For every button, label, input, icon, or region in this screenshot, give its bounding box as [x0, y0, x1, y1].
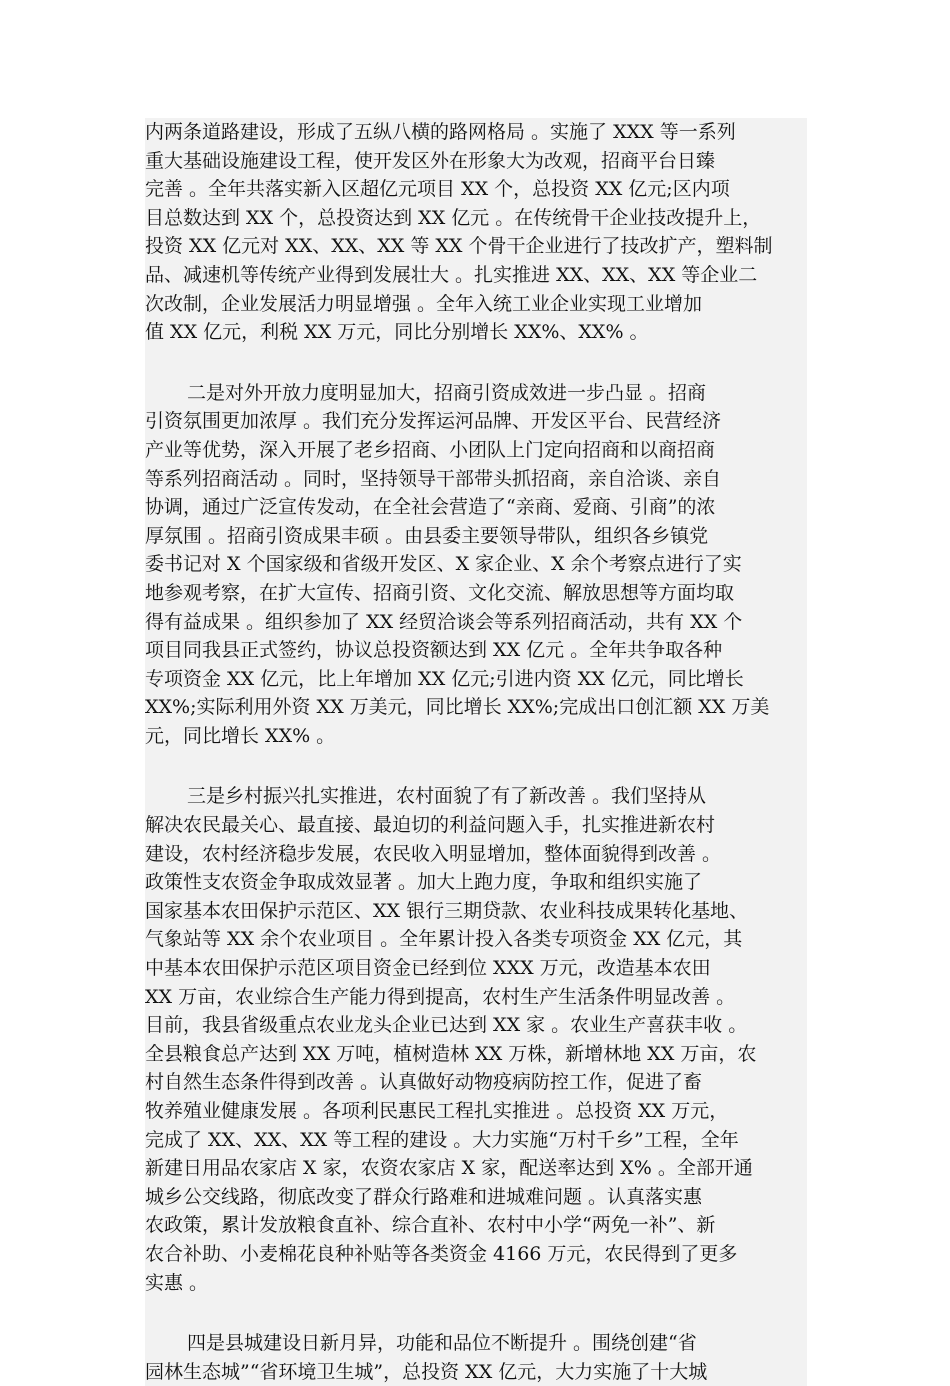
text-line: 元，同比增长 XX% 。 — [145, 724, 336, 747]
text-line: 解决农民最关心、最直接、最迫切的利益问题入手，扎实推进新农村 — [145, 814, 716, 837]
text-line: 新建日用品农家店 X 家，农资农家店 X 家，配送率达到 X% 。全部开通 — [145, 1157, 753, 1180]
text-line: 村自然生态条件得到改善 。认真做好动物疫病防控工作，促进了畜 — [145, 1071, 703, 1094]
text-line: 目前，我县省级重点农业龙头企业已达到 XX 家 。农业生产喜获丰收 。 — [145, 1014, 748, 1037]
text-line: 实惠 。 — [145, 1271, 209, 1294]
text-line: 四是县城建设日新月异，功能和品位不断提升 。围绕创建“省 — [187, 1332, 697, 1355]
paragraph-p1 — [145, 118, 807, 347]
text-line: 国家基本农田保护示范区、XX 银行三期贷款、农业科技成果转化基地、 — [145, 899, 749, 922]
text-line: 目总数达到 XX 个，总投资达到 XX 亿元 。在传统骨干企业技改提升上， — [145, 206, 762, 229]
text-line: 二是对外开放力度明显加大，招商引资成效进一步凸显 。招商 — [187, 381, 707, 404]
text-line: 重大基础设施建设工程，使开发区外在形象大为改观，招商平台日臻 — [145, 149, 716, 172]
text-line: 城乡公交线路，彻底改变了群众行路难和进城难问题 。认真落实惠 — [145, 1185, 703, 1208]
text-line: 政策性支农资金争取成效显著 。加大上跑力度，争取和组织实施了 — [145, 871, 703, 894]
text-line: 次改制，企业发展活力明显增强 。全年入统工业企业实现工业增加 — [145, 292, 703, 315]
text-line: 气象站等 XX 余个农业项目 。全年累计投入各类专项资金 XX 亿元，其 — [145, 928, 743, 951]
text-line: 投资 XX 亿元对 XX、XX、XX 等 XX 个骨干企业进行了技改扩产，塑料制 — [145, 235, 773, 258]
text-line: 等系列招商活动 。同时，坚持领导干部带头抓招商，亲自洽谈、亲自 — [145, 467, 722, 490]
text-line: 品、减速机等传统产业得到发展壮大 。扎实推进 XX、XX、XX 等企业二 — [145, 263, 758, 286]
paragraph-p3 — [145, 782, 807, 1297]
text-line: 引资氛围更加浓厚 。我们充分发挥运河品牌、开发区平台、民营经济 — [145, 410, 722, 433]
text-line: 协调，通过广泛宣传发动，在全社会营造了“亲商、爱商、引商”的浓 — [145, 496, 716, 519]
text-line: 项目同我县正式签约，协议总投资额达到 XX 亿元 。全年共争取各种 — [145, 639, 723, 662]
text-line: 三是乡村振兴扎实推进，农村面貌了有了新改善 。我们坚持从 — [187, 785, 707, 808]
text-line: 委书记对 X 个国家级和省级开发区、X 家企业、X 余个考察点进行了实 — [145, 553, 742, 576]
text-line: 完成了 XX、XX、XX 等工程的建设 。大力实施“万村千乡”工程，全年 — [145, 1128, 739, 1151]
text-line: 地参观考察，在扩大宣传、招商引资、文化交流、解放思想等方面均取 — [145, 581, 735, 604]
text-line: 产业等优势，深入开展了老乡招商、小团队上门定向招商和以商招商 — [145, 438, 716, 461]
text-line: XX%;实际利用外资 XX 万美元，同比增长 XX%;完成出口创汇额 XX 万美 — [145, 696, 770, 719]
text-line: 得有益成果 。组织参加了 XX 经贸洽谈会等系列招商活动，共有 XX 个 — [145, 610, 743, 633]
text-line: 完善 。全年共落实新入区超亿元项目 XX 个，总投资 XX 亿元;区内项 — [145, 178, 730, 201]
text-line: 园林生态城”“省环境卫生城”，总投资 XX 亿元，大力实施了十大城 — [145, 1360, 708, 1383]
body-text — [145, 118, 807, 1386]
text-line: 建设，农村经济稳步发展，农民收入明显增加，整体面貌得到改善 。 — [145, 842, 722, 865]
text-line: 牧养殖业健康发展 。各项利民惠民工程扎实推进 。总投资 XX 万元， — [145, 1100, 729, 1122]
text-line: XX 万亩，农业综合生产能力得到提高，农村生产生活条件明显改善 。 — [145, 985, 736, 1008]
text-line: 中基本农田保护示范区项目资金已经到位 XXX 万元，改造基本农田 — [145, 957, 711, 980]
text-line: 厚氛围 。招商引资成果丰硕 。由县委主要领导带队，组织各乡镇党 — [145, 524, 709, 547]
text-line: 农合补助、小麦棉花良种补贴等各类资金 4166 万元，农民得到了更多 — [145, 1242, 738, 1265]
text-line: 值 XX 亿元，利税 XX 万元，同比分别增长 XX%、XX% 。 — [145, 321, 649, 344]
text-line: 农政策，累计发放粮食直补、综合直补、农村中小学“两免一补”、新 — [145, 1214, 716, 1237]
text-line: 专项资金 XX 亿元，比上年增加 XX 亿元;引进内资 XX 亿元，同比增长 — [145, 667, 744, 690]
paragraph-p2 — [145, 379, 807, 751]
text-line: 全县粮食总产达到 XX 万吨，植树造林 XX 万株，新增林地 XX 万亩，农 — [145, 1042, 757, 1065]
text-line: 内两条道路建设，形成了五纵八横的路网格局 。实施了 XXX 等一系列 — [145, 121, 736, 143]
paragraph-p4 — [145, 1329, 807, 1386]
